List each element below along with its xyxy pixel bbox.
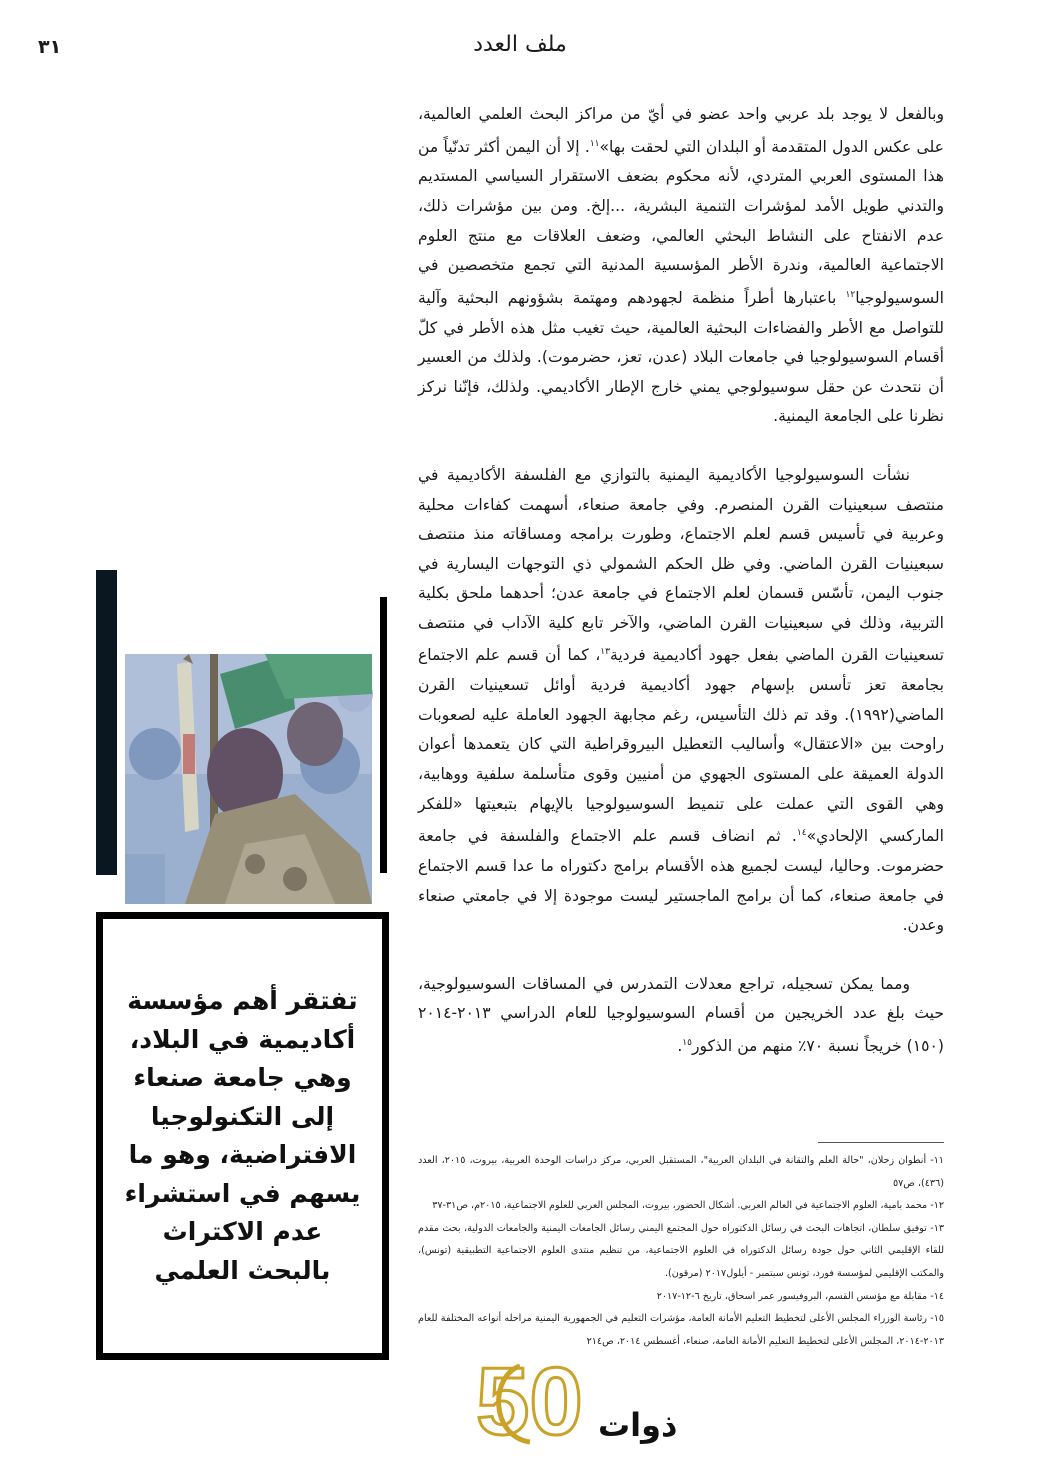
section-title: ملف العدد bbox=[473, 32, 567, 57]
footnote-ref: ١٥ bbox=[682, 1037, 692, 1048]
paragraph-3 bbox=[418, 970, 944, 1062]
logo-graphic bbox=[470, 1346, 678, 1455]
article-photo bbox=[125, 654, 372, 904]
logo-wordmark: ذوات bbox=[598, 1406, 678, 1444]
paragraph-text: نشأت السوسيولوجيا الأكاديمية اليمنية بالتوازي مع الفلسفة الأكاديمية في منتصف سبعينيات القرن المنصرم. وفي جامعة صنعاء، أسهمت كفاءات محلية وعربية في تأسيس قسم لعلم الاجتماع، وطورت برامجه ومساقاته منذ منتصف سبعينيات القرن الماضي. وفي ظل الحكم الشمولي ذي التوجهات اليسارية في جنوب اليمن، تأسّس قسمان لعلم الاجتماع في جامعة عدن؛ أحدهما ملحق بكلية التربية، وذلك في سبعينيات القرن الماضي، والآخر تابع كلية الآداب في منتصف تسعينيات القرن الماضي بفعل جهود أكاديمية فردية bbox=[418, 465, 944, 665]
footnote-ref: ١٢ bbox=[845, 289, 856, 300]
footnote-15: ١٥- رئاسة الوزراء المجلس الأعلى لتخطيط التعليم الأمانة العامة، مؤشرات التعليم في الجمهورية اليمنية مراحله أنواعه المختلفة للعام ٢٠١٣-٢٠١٤، المجلس الأعلى لتخطيط التعليم الأمانة العامة، صنعاء، أغسطس ٢٠١٤، ص٢١٤ bbox=[418, 1313, 944, 1347]
paragraph-text: . bbox=[677, 1037, 683, 1056]
footnote-14: ١٤- مقابلة مع مؤسس القسم، البروفيسور عمر اسحاق، تاريخ ٦-١٢-٢٠١٧ bbox=[656, 1290, 944, 1302]
footnote-12: ١٢- محمد بامية، العلوم الاجتماعية في العالم العربي. أشكال الحضور، بيروت، المجلس العربي للعلوم الاجتماعية، ٢٠١٥م، ص٣١-٣٧ bbox=[432, 1200, 944, 1212]
footnote-11: ١١- أنطوان زحلان، "حالة العلم والتقانة في البلدان العربية"، المستقبل العربي، مركز دراسات الوحدة العربية، بيروت، ٢٠١٥، العدد (٤٣٦)، ص٥٧ bbox=[418, 1155, 945, 1189]
paragraph-text: . إلا أن اليمن أكثر تدنّياً من هذا المستوى العربي المتردي، لأنه محكوم بضعف الاستقرار السياسي المستديم والتدني طويل الأمد لمؤشرات التنمية البشرية، ...إلخ. ومن بين مؤشرات ذلك، عدم الانفتاح على النشاط البحثي العالمي، وضعف العلاقات مع منتج العلوم الاجتماعية العالمية، وندرة الأطر المؤسسية المدنية التي تجمع متخصصين في السوسيولوجيا bbox=[418, 137, 944, 307]
footnote-13: ١٣- توفيق سلطان، اتجاهات البحث في رسائل الدكتوراه حول المجتمع اليمني رسائل الجامعات اليمنية والجامعات الدولية، بحث مقدم للقاء الإقليمي الثاني حول جودة رسائل الدكتوراه في العلوم الاجتماعية، من تنظيم منتدى العلوم الاجتماعية التطبيقية (تونس)، والمكتب الإقليمي لمؤسسة فورد، تونس سبتمبر - أيلول٢٠١٧ (مرقون). bbox=[418, 1222, 944, 1279]
paragraph-text: ، كما أن قسم علم الاجتماع بجامعة تعز تأسس بإسهام جهود أكاديمية فردية أوائل تسعينيات القرن الماضي(١٩٩٢). وقد تم ذلك التأسيس، رغم مجابهة الجهود العاملة عليه لصعوبات راوحت بين «الاعتقال» وأساليب التعطيل البيروقراطية التي كان يتعمدها أعوان الدولة العميقة على المستوى الجهوي من أمنيين وقوى متأسلمة سلفية ووهابية، وهي القوى التي عملت على تنميط السوسيولوجيا بالإيهام بتبعيتها «للفكر الماركسي الإلحادي» bbox=[418, 646, 945, 846]
pull-quote: تفتقر أهم مؤسسة أكاديمية في البلاد، وهي جامعة صنعاء إلى التكنولوجيا الافتراضية، وهو ما يسهم في استشراء عدم الاكتراث بالبحث العلمي bbox=[124, 986, 361, 1285]
footnotes bbox=[418, 1150, 944, 1353]
pull-quote-box bbox=[96, 912, 389, 1360]
paragraph-2 bbox=[418, 461, 944, 941]
paragraph-text: وبالفعل لا يوجد بلد عربي واحد عضو في أيّ من مراكز البحث العلمي العالمية، على عكس الدول المتقدمة أو البلدان التي لحقت بها» bbox=[418, 105, 944, 156]
page-number: ٣١ bbox=[38, 36, 62, 58]
footnote-ref: ١٤ bbox=[796, 828, 807, 839]
dhawat-logo bbox=[470, 1346, 678, 1455]
paragraph-1 bbox=[418, 100, 944, 432]
decorative-bar bbox=[96, 570, 117, 875]
footnote-ref: ١٣ bbox=[600, 647, 610, 658]
footnote-divider bbox=[818, 1142, 944, 1143]
logo-numeral: 50 bbox=[476, 1348, 583, 1455]
photo-illustration bbox=[125, 654, 372, 904]
paragraph-text: ومما يمكن تسجيله، تراجع معدلات التمدرس في المساقات السوسيولوجية، حيث بلغ عدد الخريجين من أقسام السوسيولوجيا للعام الدراسي ٢٠١٣-٢٠١٤ (١٥٠) خريجاً نسبة ٧٠٪ منهم من الذكور bbox=[418, 974, 944, 1056]
decorative-line bbox=[380, 597, 387, 873]
paragraph-text: باعتبارها أطراً منظمة لجهودهم ومهتمة بشؤونهم البحثية وآلية للتواصل مع الأطر والفضاءات البحثية العالمية، حيث تغيب مثل هذه الأطر في كلّ أقسام السوسيولوجيا في جامعات البلاد (عدن، تعز، حضرموت). ولذلك من العسير أن نتحدث عن حقل سوسيولوجي يمني خارج الإطار الأكاديمي. ولذلك، فإنّنا نركز نظرنا على الجامعة اليمنية. bbox=[418, 288, 944, 426]
article-body bbox=[418, 100, 944, 1091]
footnote-ref: ١١ bbox=[589, 138, 600, 149]
paragraph-text: . ثم انضاف قسم علم الاجتماع والفلسفة في جامعة حضرموت. وحاليا، ليست لجميع هذه الأقسام برامج دكتوراه ما عدا قسم الاجتماع في جامعة صنعاء، كما أن برامج الماجستير ليست موجودة إلا في جامعتي صنعاء وعدن. bbox=[418, 827, 944, 935]
